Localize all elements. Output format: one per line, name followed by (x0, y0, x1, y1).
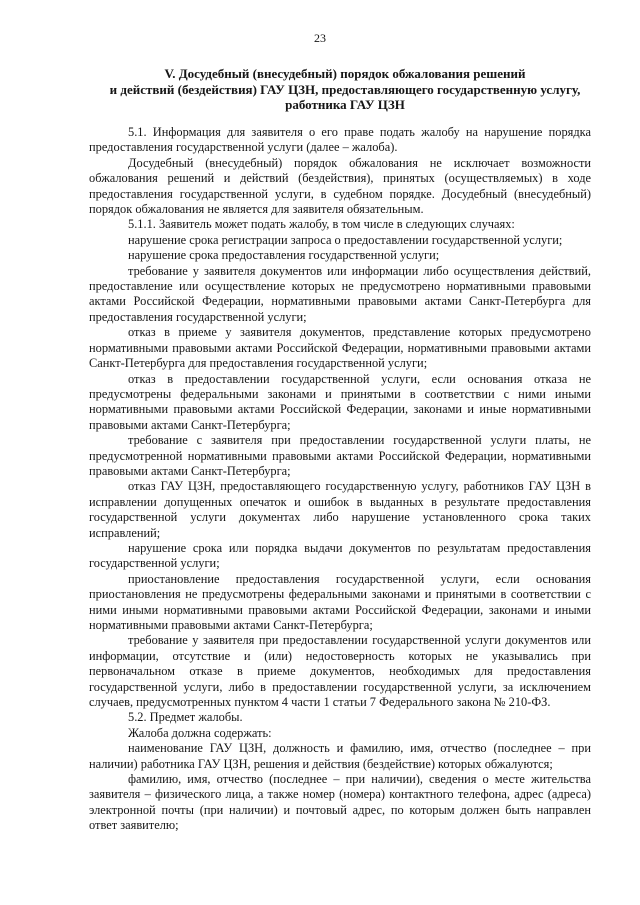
list-item-suspension: приостановление предоставления государственной услуги, если основания приостановления не предусмотрены федеральными законами и принятыми в соответствии с ними иными нормативными правовыми актами Российской Федерации, законами и иными нормативными правовыми актами Санкт-Петербурга; (89, 571, 591, 632)
list-item-correction-refusal: отказ ГАУ ЦЗН, предоставляющего государственную услугу, работников ГАУ ЦЗН в исправлении допущенных опечаток и ошибок в выданных в результате предоставления государственной услуги документах либо нарушение установленного срока таких исправлений; (89, 479, 591, 540)
list-item-issuance-violation: нарушение срока или порядка выдачи документов по результатам предоставления государственной услуги; (89, 540, 591, 571)
list-item-refusal-to-accept: отказ в приеме у заявителя документов, представление которых предусмотрено нормативными правовыми актами Российской Федерации, нормативными правовыми актами Санкт-Петербурга для предоставления государственной услуги; (89, 325, 591, 371)
document-body (89, 125, 591, 834)
paragraph-complaint-contents: Жалоба должна содержать: (128, 725, 272, 740)
section-heading-line-1: V. Досудебный (внесудебный) порядок обжалования решений (164, 66, 526, 81)
list-item-fee-demand: требование с заявителя при предоставлении государственной услуги платы, не предусмотренной нормативными правовыми актами Российской Федерации, нормативными правовыми актами Санкт-Петербурга; (89, 433, 591, 478)
list-item-excess-documents: требование у заявителя документов или информации либо осуществления действий, предоставление или осуществление которых не предусмотрено нормативными правовыми актами Российской Федерации, нормативными правовыми актами Санкт-Петербурга для предоставления государственной услуги; (89, 263, 591, 324)
list-item-registration-deadline: нарушение срока регистрации запроса о предоставлении государственной услуги; (128, 232, 563, 247)
paragraph-5-1: 5.1. Информация для заявителя о его праве подать жалобу на нарушение порядка предоставления государственной услуги (далее – жалоба). (89, 125, 591, 155)
section-heading (60, 66, 630, 113)
paragraph-pretrial-procedure: Досудебный (внесудебный) порядок обжалования не исключает возможности обжалования решений и действий (бездействия), принятых (осуществляемых) в ходе предоставления государственной услуги, в судебном порядке. Досудебный (внесудебный) порядок обжалования не является для заявителя обязательным. (89, 155, 591, 217)
list-item-refusal-of-service: отказ в предоставлении государственной услуги, если основания отказа не предусмотрены федеральными законами и принятыми в соответствии с ними иными нормативными правовыми актами Российской Федерации, законами и иные нормативными правовыми актами Санкт-Петербурга; (89, 371, 591, 432)
section-heading-line-2: и действий (бездействия) ГАУ ЦЗН, предоставляющего государственную услугу, (109, 81, 581, 97)
list-item-applicant-details: фамилию, имя, отчество (последнее – при наличии), сведения о месте жительства заявителя – физического лица, а также номер (номера) контактного телефона, адрес (адреса) электронной почты (при наличии) и почтовый адрес, по которым должен быть направлен ответ заявителю; (89, 772, 591, 833)
list-item-agency-name: наименование ГАУ ЦЗН, должность и фамилию, имя, отчество (последнее – при наличии) работника ГАУ ЦЗН, решения и действия (бездействие) которых обжалуются; (89, 741, 591, 771)
section-heading-line-3: работника ГАУ ЦЗН (285, 97, 405, 112)
list-item-undisclosed-documents: требование у заявителя при предоставлении государственной услуги документов или информации, отсутствие и (или) недостоверность которых не указывались при первоначальном отказе в приеме документов, необходимых для предоставления государственной услуги, либо в предоставлении государственной услуги, за исключением случаев, предусмотренных пунктом 4 части 1 статьи 7 Федерального закона № 210-ФЗ. (89, 633, 591, 710)
paragraph-5-1-1: 5.1.1. Заявитель может подать жалобу, в том числе в следующих случаях: (128, 217, 515, 232)
list-item-service-deadline: нарушение срока предоставления государственной услуги; (128, 248, 440, 263)
paragraph-5-2: 5.2. Предмет жалобы. (128, 710, 243, 725)
page-number: 23 (314, 31, 326, 45)
